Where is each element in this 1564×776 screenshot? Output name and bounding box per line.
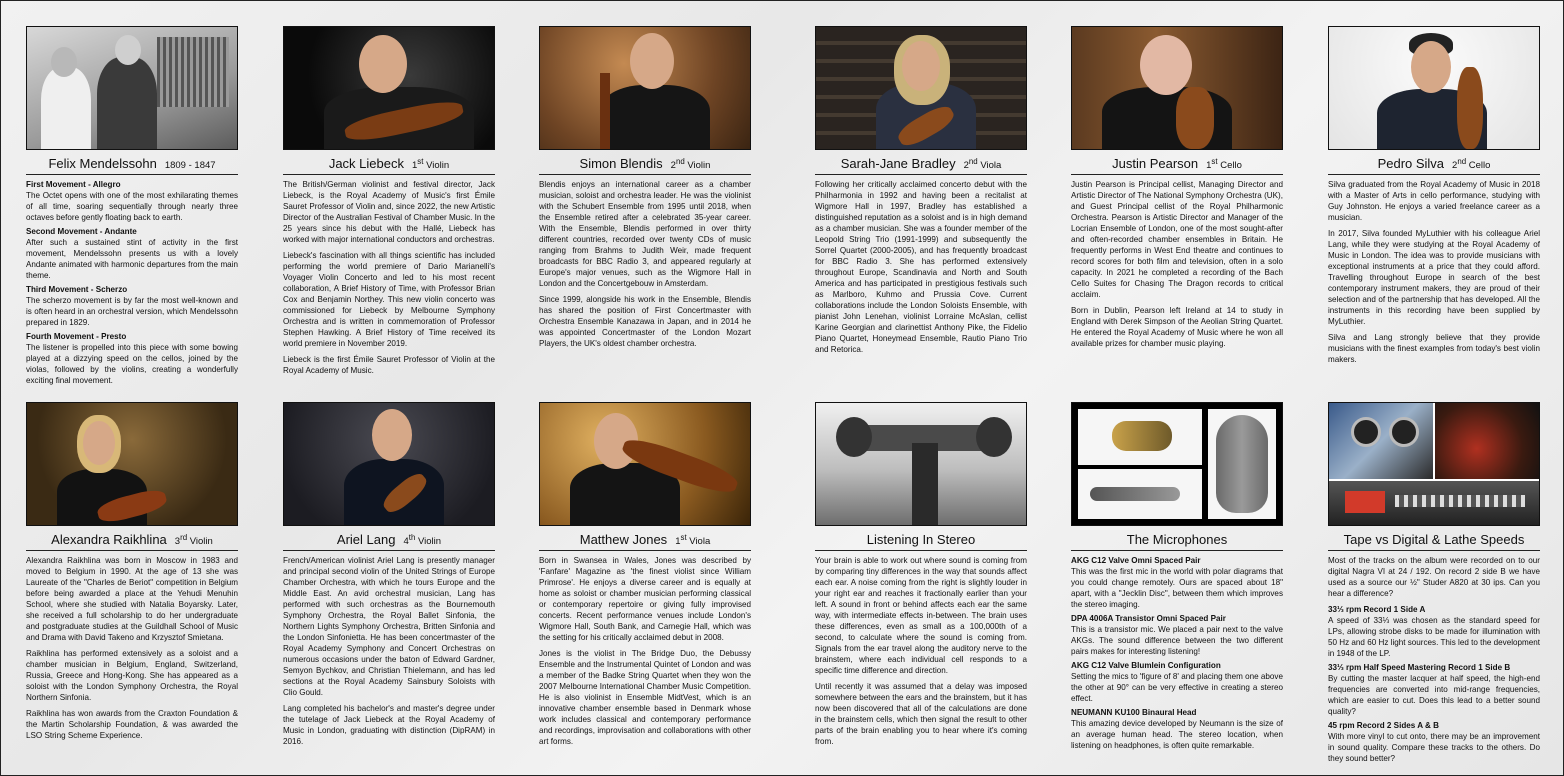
panel-microphones [1071, 402, 1283, 754]
panel-header [539, 156, 751, 173]
bio-text [283, 179, 495, 376]
panel-silva [1328, 26, 1540, 370]
musician-name: Sarah-Jane Bradley [840, 156, 956, 171]
mic-heading: DPA 4006A Transistor Omni Spaced Pair [1071, 614, 1226, 623]
bradley-photo [815, 26, 1027, 150]
bio-paragraph: Liebeck's fascination with all things scientific has included performing the world premiere of Dario Marianelli's Voyager Violin Concerto and led to his most recent collaboration, A Brief History of Time, with Professor Brian Cox and Benjamin Northey. This new violin concerto was commissioned for Liebeck by Melbourne Symphony Orchestra and is written in commemoration of Professor Stephen Hawking. A Brief History of Time received its world premiere in November 2019. [283, 251, 495, 348]
musician-role: 2nd Cello [1452, 156, 1491, 171]
musician-name: Ariel Lang [336, 532, 396, 547]
bio-text [539, 555, 751, 747]
movement-heading: Second Movement - Andante [26, 227, 137, 236]
stereo-paragraph: Your brain is able to work out where sound is coming from by comparing tiny differences in the way that sounds affect each ear. A noise coming from the right is slightly louder in your right ear and reaches it fractionally earlier than your left. A sound in front or behind affects each ear the same way, with intermediate effects in-between. The brain uses these differences, even as small as a 100,000th of a second, to calculate where the sound is coming from. Signals from the ear travel along the auditory nerve to the brainstem, where each individual cell responds to a specific time difference and direction. [815, 556, 1027, 675]
tape-text [1328, 555, 1540, 764]
panel-liebeck [283, 26, 495, 381]
panel-blendis [539, 26, 751, 354]
musician-name: Justin Pearson [1112, 156, 1199, 171]
movement-text: After such a sustained stint of activity in the first movement, Mendelssohn presents us with a lovely Andante animated with harmonic departures from the main theme. [26, 238, 238, 280]
bio-text [1071, 179, 1283, 349]
movement-text: The scherzo movement is by far the most well-known and is often heard in an orchestral version, which Mendelssohn prepared in 1829. [26, 296, 238, 327]
speed-heading: 33⅓ rpm Half Speed Mastering Record 1 Side B [1328, 663, 1511, 672]
panel-mendelssohn [26, 26, 238, 389]
bio-paragraph: Lang completed his bachelor's and master's degree under the tutelage of Jack Liebeck at the Royal Academy of Music in London, graduating with distinction (DipRAM) in 2016. [283, 704, 495, 746]
bio-paragraph: Silva graduated from the Royal Academy of Music in 2018 with a Master of Arts in cello performance, studying with Guy Johnston. He enjoys a varied freelance career as a musician. [1328, 180, 1540, 222]
musician-role: 1st Cello [1206, 156, 1242, 171]
panel-lang [283, 402, 495, 752]
panel-header [283, 156, 495, 173]
bio-paragraph: Silva and Lang strongly believe that they provide musicians with the finest examples from today's best violin makers. [1328, 333, 1540, 364]
panel-header [26, 156, 238, 173]
musician-name: Jack Liebeck [328, 156, 404, 171]
bio-paragraph: Blendis enjoys an international career as a chamber musician, soloist and orchestra leader. He was the violinist with the Schubert Ensemble from 1995 until 2018, when the Ensemble retired after a celebrated 35-year career. With the Ensemble, Blendis performed in over thirty different countries, recorded over twenty CDs of music ranging from Brahms to Judith Weir, made frequent broadcasts for BBC Radio 3, and appeared regularly at Europe's major venues, such as the Wigmore Hall in London and the Concertgebouw in Amsterdam. [539, 180, 751, 288]
bio-paragraph: French/American violinist Ariel Lang is presently manager and principal second violin of the United Strings of Europe Chamber Orchestra, with which he tours Europe and the Middle East. An avid orchestral musician, Lang has performed with such orchestras as the Bournemouth Symphony Orchestra, the Royal Ballet Sinfonia, the Northern Lights Symphony Orchestra, Britten Sinfonia and the London Sinfonietta. He has been concertmaster of the Royal Academy Symphony and Concert Orchestras on numerous occasions under the baton of Edward Gardner, Semyon Bychkov, and Christian Thielemann, and has led sections at the Royal Academy Sainsbury Soloists with Clio Gould. [283, 556, 495, 697]
divider [539, 174, 751, 175]
bio-text [815, 179, 1027, 355]
section-title: Listening In Stereo [866, 532, 976, 547]
musician-name: Simon Blendis [579, 156, 663, 171]
tape-intro: Most of the tracks on the album were recorded on to our digital Nagra VI at 24 / 192. On record 2 side B we have used as a source our ½" Studer A820 at 30 ips. Can you hear a difference? [1328, 556, 1540, 598]
mic-heading: AKG C12 Valve Blumlein Configuration [1071, 661, 1221, 670]
silva-photo [1328, 26, 1540, 150]
divider [539, 550, 751, 551]
musician-role: 2nd Violin [670, 156, 711, 171]
musician-name: Matthew Jones [579, 532, 668, 547]
speed-text: By cutting the master lacquer at half speed, the high-end frequencies are converted into mid-range frequencies, which are easier to cut. Does this lead to a better sound quality? [1328, 674, 1540, 716]
movement-text: The listener is propelled into this piece with some bowing played at a dizzying speed on the cellos, joined by the violas, followed by the violins, creating a wonderfully exciting final movement. [26, 343, 238, 385]
musician-role: 1st Viola [675, 532, 711, 547]
panel-header [1328, 532, 1540, 549]
mic-text: This amazing device developed by Neumann is the size of an average human head. The stereo location, when listening on headphones, is often quite remarkable. [1071, 719, 1283, 750]
movement-text: The Octet opens with one of the most exhilarating themes of all time, soaring sequentially through nearly three octaves before gently floating back to earth. [26, 191, 238, 222]
stereo-text [815, 555, 1027, 747]
movements-text [26, 179, 238, 386]
composer-name: Felix Mendelssohn [48, 156, 157, 171]
mic-text: This was the first mic in the world with polar diagrams that you could change remotely. Ours are spaced about 18" apart, with a "Jecklin Disc", between them which improves the stereo imaging. [1071, 567, 1283, 609]
bio-paragraph: Following her critically acclaimed concerto debut with the Philharmonia in 1992 and having been a recitalist at Wigmore Hall in 1997, Bradley has established a distinguished reputation as a soloist and is in high demand as a chamber musician. She was a founder member of the Leopold String Trio (1991-1999) and subsequently the Sorrel Quartet (2000-2005), and has frequently broadcast for BBC Radio 3. She has performed extensively throughout Europe, Scandinavia and North and South America and has participated in prestigious festivals such as Marlboro, Kuhmo and Prussia Cove. Current collaborations include the London Soloists Ensemble, with pianist John Lenehan, violinist Lorraine McAslan, cellist Karine Georgian and clarinettist Anthony Pike, the Fidelio Piano Quartet, Honeymead Ensemble, Rautio Piano Trio and Retorica. [815, 180, 1027, 354]
speed-text: A speed of 33⅓ was chosen as the standard speed for LPs, allowing strobe disks to be made for illumination with 50 Hz and 60 Hz light sources. This led to the development in 1948 of the LP. [1328, 616, 1540, 658]
divider [26, 550, 238, 551]
speed-text: With more vinyl to cut onto, there may be an improvement in sound quality. Compare these tracks to the others. Do they sound better? [1328, 732, 1540, 763]
microphones-collage [1071, 402, 1283, 526]
bio-paragraph: Since 1999, alongside his work in the Ensemble, Blendis has shared the position of First Concertmaster with Orchestra Ensemble Kanazawa in Japan, and in 2014 he was appointed Concertmaster of the London Mozart Players, the UK's oldest chamber orchestra. [539, 295, 751, 348]
bio-paragraph: Raikhlina has won awards from the Craxton Foundation & the Martin Scholarship Foundation, & was awarded the LSO String Scheme Experience. [26, 709, 238, 740]
panel-header [1328, 156, 1540, 173]
bio-paragraph: The British/German violinist and festival director, Jack Liebeck, is the Royal Academy of Music's first Émile Sauret Professor of Violin and, since 2022, the new Artistic Director of the Australian Festival of Chamber Music. In the 25 years since his debut with the Hallé, Liebeck has worked with major international conductors and orchestras. [283, 180, 495, 244]
panel-bradley [815, 26, 1027, 360]
divider [1071, 174, 1283, 175]
mic-text: This is a transistor mic. We placed a pair next to the valve AKGs. The sound difference between the two different pairs makes for interesting listening! [1071, 625, 1283, 656]
bio-paragraph: Justin Pearson is Principal cellist, Managing Director and Artistic Director of The National Symphony Orchestra (UK), and Guest Principal cellist of the Royal Philharmonic Orchestra. Pearson is Artistic Director and Manager of the Locrian Ensemble of London, one of the most sought-after and often-recorded chamber ensembles in Britain. He frequently performs in West End theatre and continues to record scores for both film and television, often in a solo capacity. In 2021 he completed a recording of the Bach Cello Suites for Chasing The Dragon records to critical acclaim. [1071, 180, 1283, 299]
divider [283, 550, 495, 551]
panel-jones [539, 402, 751, 752]
movement-heading: First Movement - Allegro [26, 180, 121, 189]
panel-header [1071, 156, 1283, 173]
musician-role: 3rd Violin [174, 532, 213, 547]
panel-tape-vs-digital [1328, 402, 1540, 767]
movement-heading: Fourth Movement - Presto [26, 332, 127, 341]
divider [815, 550, 1027, 551]
jones-photo [539, 402, 751, 526]
equipment-collage [1328, 402, 1540, 526]
liebeck-photo [283, 26, 495, 150]
raikhlina-photo [26, 402, 238, 526]
musician-role: 1st Violin [411, 156, 450, 171]
bio-text [1328, 179, 1540, 365]
musician-role: 2nd Viola [963, 156, 1002, 171]
bio-paragraph: Born in Dublin, Pearson left Ireland at 14 to study in England with Derek Simpson of the Aeolian String Quartet. He entered the Royal Academy of Music where he won all available prizes for chamber music playing. [1071, 306, 1283, 348]
mic-heading: AKG C12 Valve Omni Spaced Pair [1071, 556, 1201, 565]
lang-photo [283, 402, 495, 526]
section-title: Tape vs Digital & Lathe Speeds [1343, 532, 1525, 547]
panel-pearson [1071, 26, 1283, 354]
sound-locator-photo [815, 402, 1027, 526]
panel-header [539, 532, 751, 549]
bio-paragraph: Liebeck is the first Émile Sauret Professor of Violin at the Royal Academy of Music. [283, 355, 495, 375]
divider [815, 174, 1027, 175]
bio-paragraph: Born in Swansea in Wales, Jones was described by 'Fanfare' Magazine as 'the finest violist since William Primrose'. He enjoys a diverse career and is equally at home as soloist or chamber musician performing classical or contemporary repertoire or giving fully improvised concerts. Recent performance venues include London's Wigmore Hall, South Bank, and Carnegie Hall, which was the setting for his critically acclaimed debut in 2008. [539, 556, 751, 642]
musician-name: Alexandra Raikhlina [51, 532, 167, 547]
bio-text [539, 179, 751, 349]
mic-text: Setting the mics to 'figure of 8' and placing them one above the other at 90° can be very effective in creating a stereo effect. [1071, 672, 1283, 703]
microphones-text [1071, 555, 1283, 751]
bio-paragraph: Raikhlina has performed extensively as a soloist and a chamber musician in Belgium, England, Switzerland, Russia, Greece and Hong-Kong. She has appeared as a soloist with the London Symphony Orchestra, the Royal Northern Sinfonia. [26, 649, 238, 702]
panel-header [283, 532, 495, 549]
musician-role: 4th Violin [403, 532, 442, 547]
movement-heading: Third Movement - Scherzo [26, 285, 128, 294]
divider [283, 174, 495, 175]
musician-name: Pedro Silva [1377, 156, 1445, 171]
speed-heading: 45 rpm Record 2 Sides A & B [1328, 721, 1439, 730]
stereo-paragraph: Until recently it was assumed that a delay was imposed somewhere between the ears and the brainstem, but it has now been discovered that all of the calculations are done in the brainstem cells, which then signal the result to other parts of the brain enabling you to hear where it's coming from. [815, 682, 1027, 746]
bio-text [283, 555, 495, 747]
bio-text [26, 555, 238, 741]
divider [1071, 550, 1283, 551]
mic-heading: NEUMANN KU100 Binaural Head [1071, 708, 1197, 717]
bio-paragraph: Alexandra Raikhlina was born in Moscow in 1983 and moved to Belgium in 1990. At the age of 13 she was Laureate of the "Charles de Beriot" competition in Belgium before being awarded a place at the Yehudi Menuhin School, where she studied with Natalia Boyarsky. Later, she received a full scholarship to do her undergraduate and postgraduate studies at the Guildhall School of Music and Drama with David Takeno and Krzysztof Smietana. [26, 556, 238, 642]
speed-heading: 33⅓ rpm Record 1 Side A [1328, 605, 1426, 614]
panel-header [815, 156, 1027, 173]
panel-header [815, 532, 1027, 549]
mendelssohn-engraving [26, 26, 238, 150]
divider [26, 174, 238, 175]
bio-paragraph: Jones is the violist in The Bridge Duo, the Debussy Ensemble and the Instrumental Quintet of London and was a member of the Badke String Quartet when they won the 2007 Melbourne International Chamber Music Competition. He is also violinist in Ensemble MidtVest, which is an innovative chamber ensemble based in Denmark whose work includes classical and contemporary performance and recordings, improvisation and collaborations with other art forms. [539, 649, 751, 746]
bio-paragraph: In 2017, Silva founded MyLuthier with his colleague Ariel Lang, while they were studying at the Royal Academy of Music in London. The idea was to provide musicians with exceptional instruments at a price that they could afford. Travelling throughout Europe in search of the best contemporary instrument makers, they are proud of their selection and of the partnership that has developed. All the instruments in this recording have been supplied by MyLuthier. [1328, 229, 1540, 326]
pearson-photo [1071, 26, 1283, 150]
panel-header [26, 532, 238, 549]
divider [1328, 550, 1540, 551]
section-title: The Microphones [1126, 532, 1228, 547]
panel-raikhlina [26, 402, 238, 746]
blendis-photo [539, 26, 751, 150]
divider [1328, 174, 1540, 175]
panel-header [1071, 532, 1283, 549]
panel-listening-in-stereo [815, 402, 1027, 752]
composer-dates: 1809 - 1847 [164, 160, 216, 171]
